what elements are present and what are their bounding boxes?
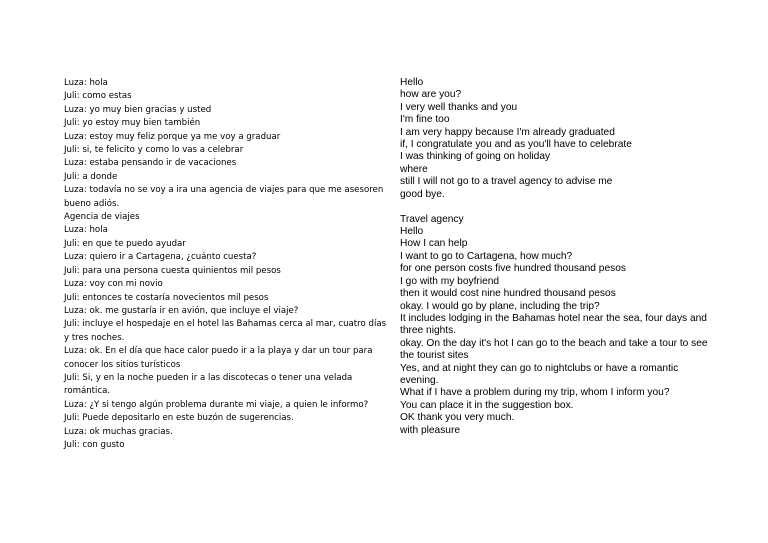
- dialogue-line: Juli: en que te puedo ayudar: [64, 238, 186, 249]
- dialogue-line: bueno adiós.: [64, 198, 120, 209]
- dialogue-line: Luza: hola: [64, 78, 108, 88]
- dialogue-line: Luza: ok. En el día que hace calor puedo ir a la playa y dar un tour para: [64, 346, 373, 357]
- english-translation-column: [400, 77, 710, 437]
- translation-line: I was thinking of going on holiday: [400, 151, 551, 163]
- translation-line: Yes, and at night they can go to nightclubs or have a romantic evening.: [400, 362, 679, 386]
- dialogue-line: Juli: para una persona cuesta quinientos mil pesos: [64, 265, 281, 276]
- spanish-dialogue-column: [64, 77, 387, 452]
- dialogue-line: Luza: quiero ir a Cartagena, ¿cuánto cuesta?: [64, 252, 257, 263]
- translation-line: for one person costs five hundred thousand pesos: [400, 263, 626, 275]
- dialogue-line: Juli: Puede depositarlo en este buzón de sugerencias.: [64, 413, 294, 424]
- dialogue-line: Luza: ok muchas gracias.: [64, 426, 173, 437]
- section-heading: Travel agency: [400, 213, 464, 225]
- dialogue-line: Juli: si, te felicito y como lo vas a celebrar: [64, 145, 244, 156]
- translation-line: I go with my boyfriend: [400, 275, 500, 287]
- translation-line: I want to go to Cartagena, how much?: [400, 250, 573, 262]
- dialogue-line: Juli: como estas: [64, 91, 132, 102]
- dialogue-line: Juli: con gusto: [64, 439, 125, 450]
- dialogue-line: conocer los sitios turísticos: [64, 359, 181, 370]
- dialogue-line: Luza: todavía no se voy a ira una agencia de viajes para que me asesoren: [64, 185, 384, 196]
- dialogue-line: romántica.: [64, 386, 111, 397]
- dialogue-line: Luza: estaba pensando ir de vacaciones: [64, 158, 237, 169]
- translation-line: okay. On the day it's hot I can go to the beach and take a tour to see the tourist sites: [400, 337, 708, 362]
- dialogue-line: y tres noches.: [64, 332, 125, 343]
- translation-line: It includes lodging in the Bahamas hotel near the sea, four days and three nights.: [400, 312, 707, 337]
- dialogue-line: Juli: entonces te costaría novecientos mil pesos: [64, 292, 269, 303]
- paragraph-spacer: [400, 201, 710, 214]
- translation-line: Hello: [400, 226, 424, 238]
- dialogue-line: Juli: a donde: [64, 171, 118, 182]
- translation-line: How I can help: [400, 238, 468, 250]
- dialogue-line: Luza: ok. me gustaría ir en avión, que incluye el viaje?: [64, 305, 299, 316]
- dialogue-line: Luza: hola: [64, 225, 108, 236]
- translation-line: You can place it in the suggestion box.: [400, 399, 574, 411]
- translation-line: then it would cost nine hundred thousand pesos: [400, 288, 616, 300]
- dialogue-line: Luza: yo muy bien gracias y usted: [64, 104, 212, 115]
- translation-line: I am very happy because I'm already graduated: [400, 126, 615, 138]
- section-heading: Agencia de viajes: [64, 212, 140, 223]
- translation-line: where: [400, 163, 428, 175]
- translation-line: with pleasure: [400, 424, 461, 436]
- dialogue-line: Juli: yo estoy muy bien también: [64, 118, 201, 129]
- translation-line: okay. I would go by plane, including the trip?: [400, 300, 600, 312]
- translation-line: still I will not go to a travel agency to advise me: [400, 176, 613, 188]
- translation-line: if, I congratulate you and as you'll have to celebrate: [400, 139, 632, 151]
- translation-line: OK thank you very much.: [400, 412, 515, 424]
- translation-line: I'm fine too: [400, 114, 450, 126]
- dialogue-line: Juli: Si, y en la noche pueden ir a las discotecas o tener una velada: [64, 372, 353, 383]
- translation-line: good bye.: [400, 188, 445, 200]
- translation-line: Hello: [400, 77, 424, 88]
- translation-line: how are you?: [400, 89, 462, 101]
- dialogue-line: Luza: estoy muy feliz porque ya me voy a graduar: [64, 131, 281, 142]
- dialogue-line: Luza: ¿Y si tengo algún problema durante mi viaje, a quien le informo?: [64, 399, 369, 410]
- translation-line: I very well thanks and you: [400, 101, 518, 113]
- translation-line: What if I have a problem during my trip, whom I inform you?: [400, 387, 670, 399]
- dialogue-line: Luza: voy con mi novio: [64, 279, 163, 290]
- dialogue-line: Juli: incluye el hospedaje en el hotel las Bahamas cerca al mar, cuatro días: [64, 319, 387, 330]
